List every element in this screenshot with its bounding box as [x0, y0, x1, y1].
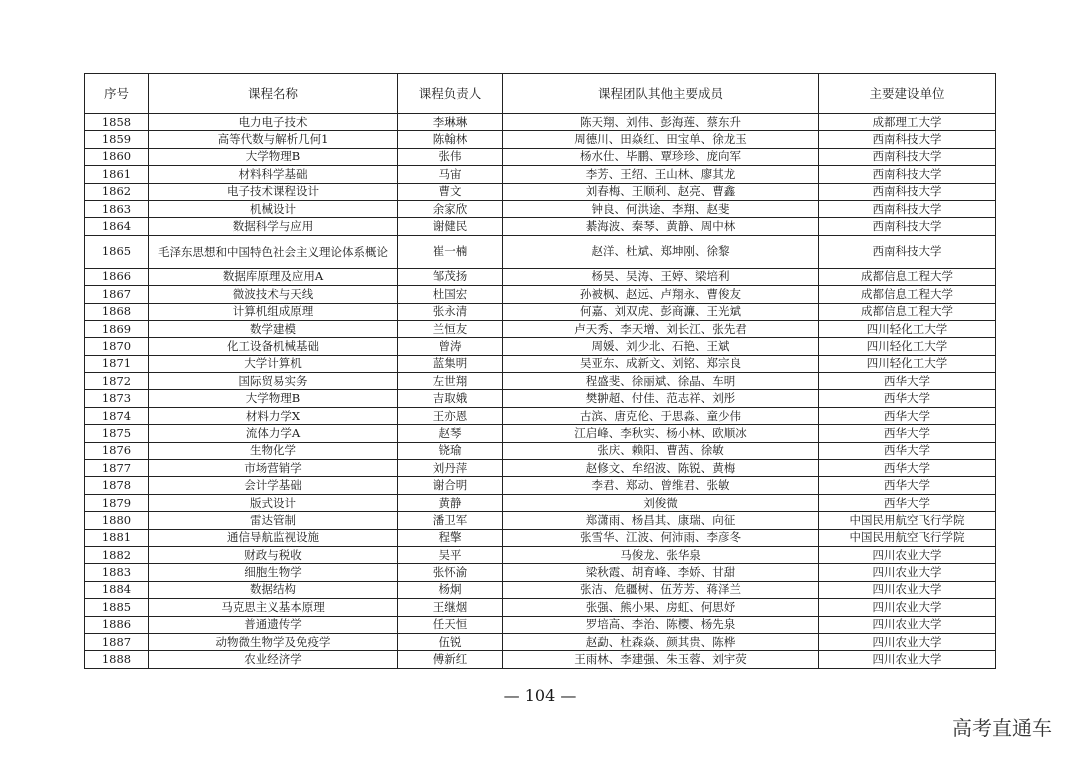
cell-team-members: 吴亚东、成新文、刘铭、郑宗良: [503, 355, 819, 372]
cell-course-name: 大学物理B: [149, 148, 398, 165]
table-row: [85, 218, 996, 235]
cell-team-members: 罗培高、李治、陈樱、杨先泉: [503, 616, 819, 633]
cell-institution: 西华大学: [819, 373, 996, 390]
cell-course-name: 大学物理B: [149, 390, 398, 407]
table-row: [85, 286, 996, 303]
cell-institution: 西南科技大学: [819, 200, 996, 217]
cell-course-name: 马克思主义基本原理: [149, 599, 398, 616]
course-table: [84, 73, 996, 669]
cell-team-members: 江启峰、李秋实、杨小林、欧顺冰: [503, 425, 819, 442]
cell-course-name: 雷达管制: [149, 512, 398, 529]
cell-institution: 四川农业大学: [819, 581, 996, 598]
table-row: [85, 546, 996, 563]
cell-institution: 成都信息工程大学: [819, 303, 996, 320]
cell-course-name: 材料力学X: [149, 407, 398, 424]
cell-team-members: 李君、郑动、曾维君、张敏: [503, 477, 819, 494]
cell-index: 1884: [85, 581, 149, 598]
cell-course-name: 材料科学基础: [149, 166, 398, 183]
table-body: [85, 114, 996, 669]
cell-team-members: 刘春梅、王顺利、赵亮、曹鑫: [503, 183, 819, 200]
cell-course-name: 微波技术与天线: [149, 286, 398, 303]
cell-index: 1881: [85, 529, 149, 546]
table-row: [85, 268, 996, 285]
cell-index: 1882: [85, 546, 149, 563]
table-row: [85, 651, 996, 668]
table-row: [85, 303, 996, 320]
cell-index: 1877: [85, 460, 149, 477]
cell-course-lead: 黄静: [398, 494, 503, 511]
cell-team-members: 郑潇雨、杨昌其、康瑞、向征: [503, 512, 819, 529]
cell-institution: 四川轻化工大学: [819, 355, 996, 372]
cell-course-lead: 邹茂扬: [398, 268, 503, 285]
watermark: 高考直通车: [952, 716, 1052, 740]
header-index: 序号: [85, 74, 149, 114]
cell-index: 1875: [85, 425, 149, 442]
cell-course-name: 数据库原理及应用A: [149, 268, 398, 285]
table-row: [85, 581, 996, 598]
cell-index: 1865: [85, 235, 149, 268]
cell-index: 1876: [85, 442, 149, 459]
table-row: [85, 166, 996, 183]
cell-index: 1859: [85, 131, 149, 148]
cell-index: 1861: [85, 166, 149, 183]
cell-team-members: 张强、熊小果、房虹、何思妤: [503, 599, 819, 616]
cell-institution: 西南科技大学: [819, 148, 996, 165]
cell-course-name: 电力电子技术: [149, 114, 398, 131]
table-row: [85, 235, 996, 268]
cell-course-lead: 谢合明: [398, 477, 503, 494]
cell-course-name: 普通遗传学: [149, 616, 398, 633]
cell-institution: 四川农业大学: [819, 564, 996, 581]
cell-course-name: 高等代数与解析几何1: [149, 131, 398, 148]
cell-institution: 西华大学: [819, 477, 996, 494]
cell-index: 1870: [85, 338, 149, 355]
cell-course-lead: 吉取娥: [398, 390, 503, 407]
cell-institution: 西华大学: [819, 460, 996, 477]
cell-course-name: 机械设计: [149, 200, 398, 217]
cell-team-members: 张雪华、江波、何沛雨、李彦冬: [503, 529, 819, 546]
header-team-members: 课程团队其他主要成员: [503, 74, 819, 114]
table-row: [85, 407, 996, 424]
cell-course-name: 会计学基础: [149, 477, 398, 494]
cell-team-members: 杨水仕、毕鹏、覃珍珍、庞向军: [503, 148, 819, 165]
cell-team-members: 陈天翔、刘伟、彭海莲、蔡东升: [503, 114, 819, 131]
cell-institution: 西华大学: [819, 425, 996, 442]
cell-team-members: 何嘉、刘双虎、彭商濂、王光斌: [503, 303, 819, 320]
cell-course-lead: 杨炯: [398, 581, 503, 598]
cell-team-members: 赵修文、牟绍波、陈锐、黄梅: [503, 460, 819, 477]
cell-course-name: 版式设计: [149, 494, 398, 511]
cell-team-members: 张庆、赖阳、曹茜、徐敏: [503, 442, 819, 459]
cell-course-lead: 谢健民: [398, 218, 503, 235]
cell-institution: 四川轻化工大学: [819, 338, 996, 355]
cell-course-name: 农业经济学: [149, 651, 398, 668]
cell-index: 1888: [85, 651, 149, 668]
cell-course-lead: 李琳琳: [398, 114, 503, 131]
cell-team-members: 马俊龙、张华泉: [503, 546, 819, 563]
cell-course-lead: 张怀渝: [398, 564, 503, 581]
table-row: [85, 477, 996, 494]
cell-course-name: 数据科学与应用: [149, 218, 398, 235]
cell-team-members: 古滨、唐克伦、于思淼、童少伟: [503, 407, 819, 424]
cell-course-lead: 铙瑜: [398, 442, 503, 459]
table-row: [85, 529, 996, 546]
cell-institution: 四川农业大学: [819, 599, 996, 616]
cell-institution: 四川农业大学: [819, 546, 996, 563]
cell-institution: 西华大学: [819, 407, 996, 424]
table-row: [85, 460, 996, 477]
cell-course-lead: 陈翰林: [398, 131, 503, 148]
cell-institution: 四川轻化工大学: [819, 320, 996, 337]
cell-index: 1886: [85, 616, 149, 633]
table-row: [85, 564, 996, 581]
cell-institution: 西华大学: [819, 442, 996, 459]
cell-index: 1887: [85, 633, 149, 650]
cell-course-lead: 杜国宏: [398, 286, 503, 303]
table-row: [85, 200, 996, 217]
cell-index: 1867: [85, 286, 149, 303]
table-row: [85, 131, 996, 148]
cell-index: 1862: [85, 183, 149, 200]
cell-institution: 西南科技大学: [819, 218, 996, 235]
cell-institution: 西南科技大学: [819, 166, 996, 183]
cell-course-lead: 张伟: [398, 148, 503, 165]
cell-course-lead: 伍锐: [398, 633, 503, 650]
cell-team-members: 王雨林、李建强、朱玉蓉、刘宇荧: [503, 651, 819, 668]
cell-course-name: 动物微生物学及免疫学: [149, 633, 398, 650]
cell-team-members: 赵洋、杜斌、郑坤刚、徐黎: [503, 235, 819, 268]
cell-institution: 成都信息工程大学: [819, 268, 996, 285]
cell-institution: 成都理工大学: [819, 114, 996, 131]
page-number: — 104 —: [503, 686, 577, 705]
cell-team-members: 梁秋霞、胡育峰、李娇、甘甜: [503, 564, 819, 581]
header-course-name: 课程名称: [149, 74, 398, 114]
cell-index: 1860: [85, 148, 149, 165]
cell-index: 1863: [85, 200, 149, 217]
table-row: [85, 616, 996, 633]
cell-course-name: 国际贸易实务: [149, 373, 398, 390]
table-header-row: [85, 74, 996, 114]
cell-course-name: 电子技术课程设计: [149, 183, 398, 200]
cell-index: 1869: [85, 320, 149, 337]
table-row: [85, 390, 996, 407]
cell-course-name: 生物化学: [149, 442, 398, 459]
cell-course-lead: 潘卫军: [398, 512, 503, 529]
table-row: [85, 114, 996, 131]
cell-institution: 四川农业大学: [819, 616, 996, 633]
cell-index: 1878: [85, 477, 149, 494]
cell-course-name: 毛泽东思想和中国特色社会主义理论体系概论: [149, 235, 398, 268]
cell-index: 1864: [85, 218, 149, 235]
table-row: [85, 512, 996, 529]
cell-index: 1885: [85, 599, 149, 616]
cell-institution: 中国民用航空飞行学院: [819, 529, 996, 546]
cell-course-lead: 任天恒: [398, 616, 503, 633]
table-row: [85, 442, 996, 459]
cell-team-members: 钟良、何洪途、李翔、赵斐: [503, 200, 819, 217]
cell-course-lead: 余家欣: [398, 200, 503, 217]
cell-index: 1874: [85, 407, 149, 424]
table-row: [85, 355, 996, 372]
cell-team-members: 樊翀超、付佳、范志祥、刘彤: [503, 390, 819, 407]
cell-course-lead: 兰恒友: [398, 320, 503, 337]
cell-course-lead: 程擎: [398, 529, 503, 546]
cell-course-lead: 曾涛: [398, 338, 503, 355]
cell-course-name: 细胞生物学: [149, 564, 398, 581]
cell-course-name: 数据结构: [149, 581, 398, 598]
cell-institution: 西南科技大学: [819, 131, 996, 148]
cell-course-name: 化工设备机械基础: [149, 338, 398, 355]
header-institution: 主要建设单位: [819, 74, 996, 114]
table-row: [85, 148, 996, 165]
cell-institution: 西华大学: [819, 494, 996, 511]
cell-course-lead: 刘丹萍: [398, 460, 503, 477]
cell-team-members: 孙被枫、赵远、卢翔永、曹俊友: [503, 286, 819, 303]
cell-team-members: 刘俊微: [503, 494, 819, 511]
header-course-lead: 课程负责人: [398, 74, 503, 114]
cell-course-lead: 张永清: [398, 303, 503, 320]
cell-course-lead: 王继烟: [398, 599, 503, 616]
cell-course-name: 市场营销学: [149, 460, 398, 477]
table-row: [85, 633, 996, 650]
cell-team-members: 綦海波、秦琴、黄静、周中林: [503, 218, 819, 235]
cell-team-members: 李芳、王绍、王山林、廖其龙: [503, 166, 819, 183]
table-row: [85, 338, 996, 355]
table-row: [85, 494, 996, 511]
cell-team-members: 程盛斐、徐丽斌、徐晶、车明: [503, 373, 819, 390]
cell-index: 1871: [85, 355, 149, 372]
cell-course-lead: 赵琴: [398, 425, 503, 442]
cell-course-name: 计算机组成原理: [149, 303, 398, 320]
cell-institution: 四川农业大学: [819, 633, 996, 650]
cell-course-name: 财政与税收: [149, 546, 398, 563]
cell-institution: 成都信息工程大学: [819, 286, 996, 303]
cell-index: 1873: [85, 390, 149, 407]
cell-course-lead: 吴平: [398, 546, 503, 563]
cell-course-name: 通信导航监视设施: [149, 529, 398, 546]
cell-team-members: 周媛、刘少北、石艳、王斌: [503, 338, 819, 355]
cell-institution: 中国民用航空飞行学院: [819, 512, 996, 529]
cell-index: 1879: [85, 494, 149, 511]
cell-team-members: 赵勐、杜森焱、颜其贵、陈桦: [503, 633, 819, 650]
table-row: [85, 373, 996, 390]
cell-course-name: 数学建模: [149, 320, 398, 337]
cell-institution: 西南科技大学: [819, 235, 996, 268]
cell-index: 1883: [85, 564, 149, 581]
table-row: [85, 183, 996, 200]
cell-course-lead: 蓝集明: [398, 355, 503, 372]
cell-institution: 西华大学: [819, 390, 996, 407]
cell-team-members: 周德川、田焱红、田宝单、徐龙玉: [503, 131, 819, 148]
cell-course-lead: 曹文: [398, 183, 503, 200]
table-row: [85, 425, 996, 442]
cell-course-lead: 傅新红: [398, 651, 503, 668]
cell-index: 1868: [85, 303, 149, 320]
cell-team-members: 杨昊、吴涛、王婷、梁培利: [503, 268, 819, 285]
cell-index: 1866: [85, 268, 149, 285]
cell-index: 1858: [85, 114, 149, 131]
cell-index: 1880: [85, 512, 149, 529]
cell-institution: 西南科技大学: [819, 183, 996, 200]
cell-team-members: 张洁、危疆树、伍芳芳、蒋泽兰: [503, 581, 819, 598]
cell-course-lead: 崔一楠: [398, 235, 503, 268]
table-row: [85, 320, 996, 337]
cell-course-lead: 左世翔: [398, 373, 503, 390]
cell-institution: 四川农业大学: [819, 651, 996, 668]
cell-course-name: 流体力学A: [149, 425, 398, 442]
cell-course-lead: 马宙: [398, 166, 503, 183]
table-row: [85, 599, 996, 616]
cell-index: 1872: [85, 373, 149, 390]
cell-course-name: 大学计算机: [149, 355, 398, 372]
cell-course-lead: 王亦恩: [398, 407, 503, 424]
cell-team-members: 卢天秀、李天增、刘长江、张先君: [503, 320, 819, 337]
